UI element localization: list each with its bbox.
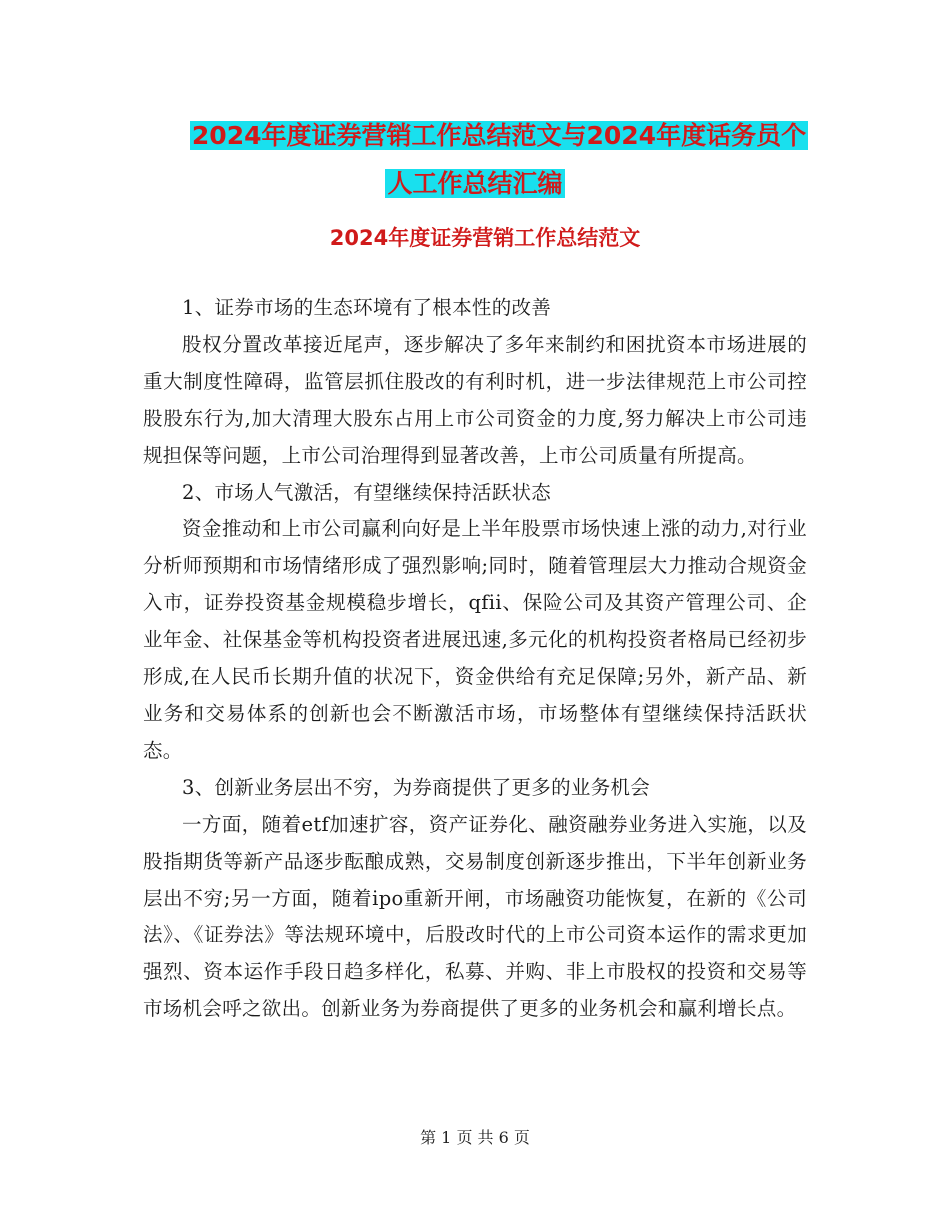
paragraph-heading-2: 2、市场人气激活，有望继续保持活跃状态 bbox=[182, 480, 552, 504]
paragraph-1: 股权分置改革接近尾声，逐步解决了多年来制约和困扰资本市场进展的重大制度性障碍，监管层抓住股改的有利时机，进一步法律规范上市公司控股股东行为,加大清理大股东占用上市公司资金的力度,努力解决上市公司违规担保等问题，上市公司治理得到显著改善，上市公司质量有所提高。 bbox=[143, 332, 807, 467]
section-title: 2024年度证券营销工作总结范文 bbox=[329, 226, 641, 250]
paragraph-3: 一方面，随着etf加速扩容，资产证券化、融资融券业务进入实施，以及股指期货等新产品逐步酝酿成熟，交易制度创新逐步推出，下半年创新业务层出不穷;另一方面，随着ipo重新开闸，市场融资功能恢复，在新的《公司法》、《证券法》等法规环境中，后股改时代的上市公司资本运作的需求更加强烈、资本运作手段日趋多样化，私募、并购、非上市股权的投资和交易等市场机会呼之欲出。创新业务为券商提供了更多的业务机会和赢利增长点。 bbox=[143, 812, 807, 1021]
paragraph-heading-3: 3、创新业务层出不穷，为券商提供了更多的业务机会 bbox=[182, 775, 651, 799]
document-title bbox=[0, 112, 950, 208]
document-title-line-1: 2024年度证券营销工作总结范文与2024年度话务员个 bbox=[191, 121, 807, 150]
document-body bbox=[143, 290, 807, 1028]
document-title-line-2: 人工作总结汇编 bbox=[387, 169, 563, 198]
paragraph-heading-1: 1、证券市场的生态环境有了根本性的改善 bbox=[182, 296, 552, 319]
paragraph-2: 资金推动和上市公司赢利向好是上半年股票市场快速上涨的动力,对行业分析师预期和市场情绪形成了强烈影响;同时，随着管理层大力推动合规资金入市，证券投资基金规模稳步增长，qfii、保险公司及其资产管理公司、企业年金、社保基金等机构投资者进展迅速,多元化的机构投资者格局已经初步形成,在人民币长期升值的状况下，资金供给有充足保障;另外，新产品、新业务和交易体系的创新也会不断激活市场，市场整体有望继续保持活跃状态。 bbox=[143, 517, 807, 762]
page-footer: 第 1 页 共 6 页 bbox=[420, 1128, 530, 1147]
